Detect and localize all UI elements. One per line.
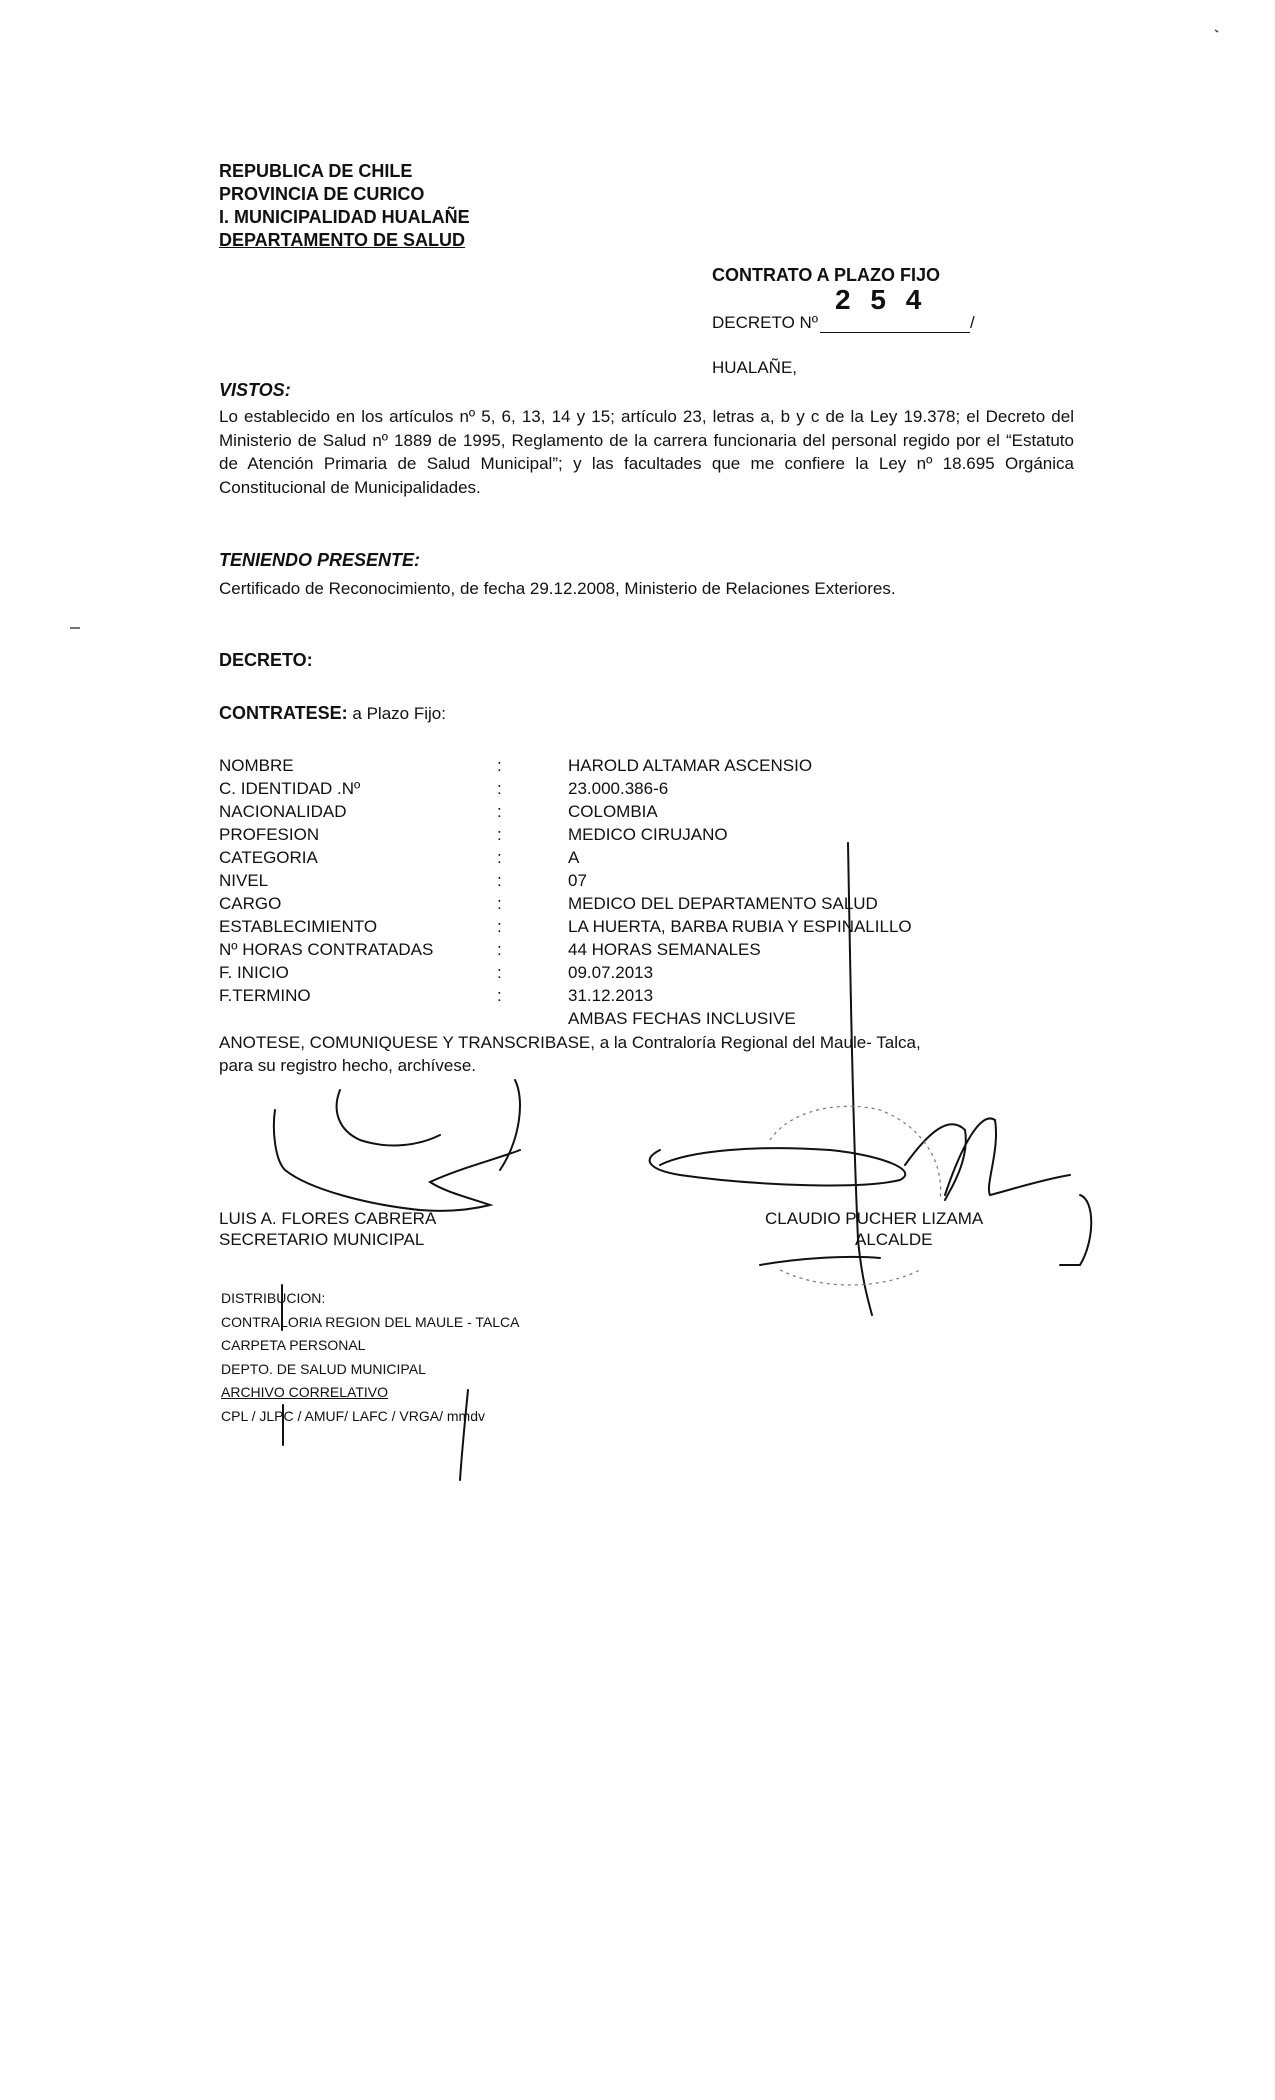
header-province: PROVINCIA DE CURICO (219, 184, 425, 204)
field-value: 23.000.386-6 (568, 779, 669, 798)
signature-left-lower (274, 1110, 520, 1211)
field-label: F. INICIO (219, 963, 289, 982)
vistos-text: Lo establecido en los artículos nº 5, 6, 13, 14 y 15; artículo 23, letras a, b y c de la Ley 19.378; el Decreto del Ministerio de Salud nº 1889 de 1995, Reglamento de la carrera funcionaria del personal regido por el “Estatuto de Atención Primaria de Salud Municipal”; y las facultades que me confiere la Ley nº 18.695 Orgánica Constitucional de Municipalidades. (219, 407, 1074, 497)
signature-right-hump2 (945, 1118, 1070, 1195)
field-sep: : (497, 894, 502, 913)
signature-right-tail (1060, 1195, 1091, 1265)
field-value: MEDICO DEL DEPARTAMENTO SALUD (568, 894, 878, 913)
contract-title: CONTRATO A PLAZO FIJO (712, 265, 940, 285)
field-sep: : (497, 963, 502, 982)
stamp-arc (770, 1106, 941, 1200)
field-label: CARGO (219, 894, 282, 913)
signature-right-hump1 (905, 1124, 966, 1200)
header-municipality: I. MUNICIPALIDAD HUALAÑE (219, 207, 470, 227)
field-label: Nº HORAS CONTRATADAS (219, 940, 434, 959)
field-sep: : (497, 802, 502, 821)
decreto-blank-line (820, 318, 970, 333)
issuer-header (219, 160, 470, 252)
field-sep: : (497, 779, 502, 798)
field-sep: : (497, 756, 502, 775)
field-sep: : (497, 986, 502, 1005)
field-label: CATEGORIA (219, 848, 318, 867)
header-department: DEPARTAMENTO DE SALUD (219, 230, 466, 250)
field-value: HAROLD ALTAMAR ASCENSIO (568, 756, 813, 775)
signature-left-loop (500, 1080, 520, 1170)
anotese-line1: ANOTESE, COMUNIQUESE Y TRANSCRIBASE, a la Contraloría Regional del Maule- Talca, (219, 1033, 921, 1052)
distribution-item: ARCHIVO CORRELATIVO (221, 1384, 388, 1400)
distribution-item: CARPETA PERSONAL (221, 1337, 366, 1353)
field-value: LA HUERTA, BARBA RUBIA Y ESPINALILLO (568, 917, 912, 936)
distribution-initials: CPL / JLPC / AMUF/ LAFC / VRGA/ mmdv (221, 1407, 485, 1424)
scan-mark (1215, 30, 1218, 32)
field-sep: : (497, 917, 502, 936)
field-value: MEDICO CIRUJANO (568, 825, 728, 844)
field-value: 09.07.2013 (568, 963, 654, 982)
distribution-label: DISTRIBUCION: (221, 1290, 326, 1306)
place-line: HUALAÑE, (712, 358, 798, 377)
signatory-right-name: CLAUDIO PUCHER LIZAMA (765, 1209, 984, 1228)
field-label: NACIONALIDAD (219, 802, 347, 821)
field-value: COLOMBIA (568, 802, 658, 821)
distribution-item: DEPTO. DE SALUD MUNICIPAL (221, 1360, 426, 1377)
field-value: A (568, 848, 580, 867)
signatory-left-title: SECRETARIO MUNICIPAL (219, 1230, 425, 1249)
field-value: 31.12.2013 (568, 986, 654, 1005)
field-label: F.TERMINO (219, 986, 311, 1005)
decreto-number-handwritten: 2 5 4 (835, 284, 928, 315)
field-sep: : (497, 825, 502, 844)
contratese-text: a Plazo Fijo: (352, 704, 446, 723)
signatory-right-title: ALCALDE (855, 1230, 933, 1249)
teniendo-text: Certificado de Reconocimiento, de fecha 29.12.2008, Ministerio de Relaciones Exteriores. (219, 579, 896, 598)
signature-right-loop (650, 1148, 906, 1185)
dates-inclusive-note: AMBAS FECHAS INCLUSIVE (568, 1009, 796, 1028)
field-value: 44 HORAS SEMANALES (568, 940, 761, 959)
field-label: ESTABLECIMIENTO (219, 917, 378, 936)
field-sep: : (497, 871, 502, 890)
decreto-heading: DECRETO: (219, 650, 313, 670)
field-label: PROFESION (219, 825, 320, 844)
decreto-line: DECRETO Nº / (712, 313, 975, 332)
anotese-line2: para su registro hecho, archívese. (219, 1056, 477, 1075)
field-sep: : (497, 848, 502, 867)
teniendo-label: TENIENDO PRESENTE: (219, 550, 421, 570)
distribution-block (221, 1287, 519, 1428)
stamp-arc-bottom (780, 1270, 920, 1285)
signature-right-underline (760, 1257, 880, 1265)
distribution-item: CONTRALORIA REGION DEL MAULE - TALCA (221, 1313, 520, 1330)
signatory-left (219, 1208, 436, 1250)
field-value: 07 (568, 871, 587, 890)
field-label: C. IDENTIDAD .Nº (219, 779, 361, 798)
decreto-label: DECRETO Nº (712, 313, 819, 332)
signatory-left-name: LUIS A. FLORES CABRERA (219, 1209, 437, 1228)
signature-left-upper (337, 1090, 440, 1145)
vistos-label: VISTOS: (219, 380, 291, 400)
header-republic: REPUBLICA DE CHILE (219, 161, 413, 181)
field-label: NIVEL (219, 871, 269, 890)
contratese-label: CONTRATESE: (219, 703, 348, 723)
contratese-line (219, 703, 446, 724)
field-label: NOMBRE (219, 756, 294, 775)
field-sep: : (497, 940, 502, 959)
